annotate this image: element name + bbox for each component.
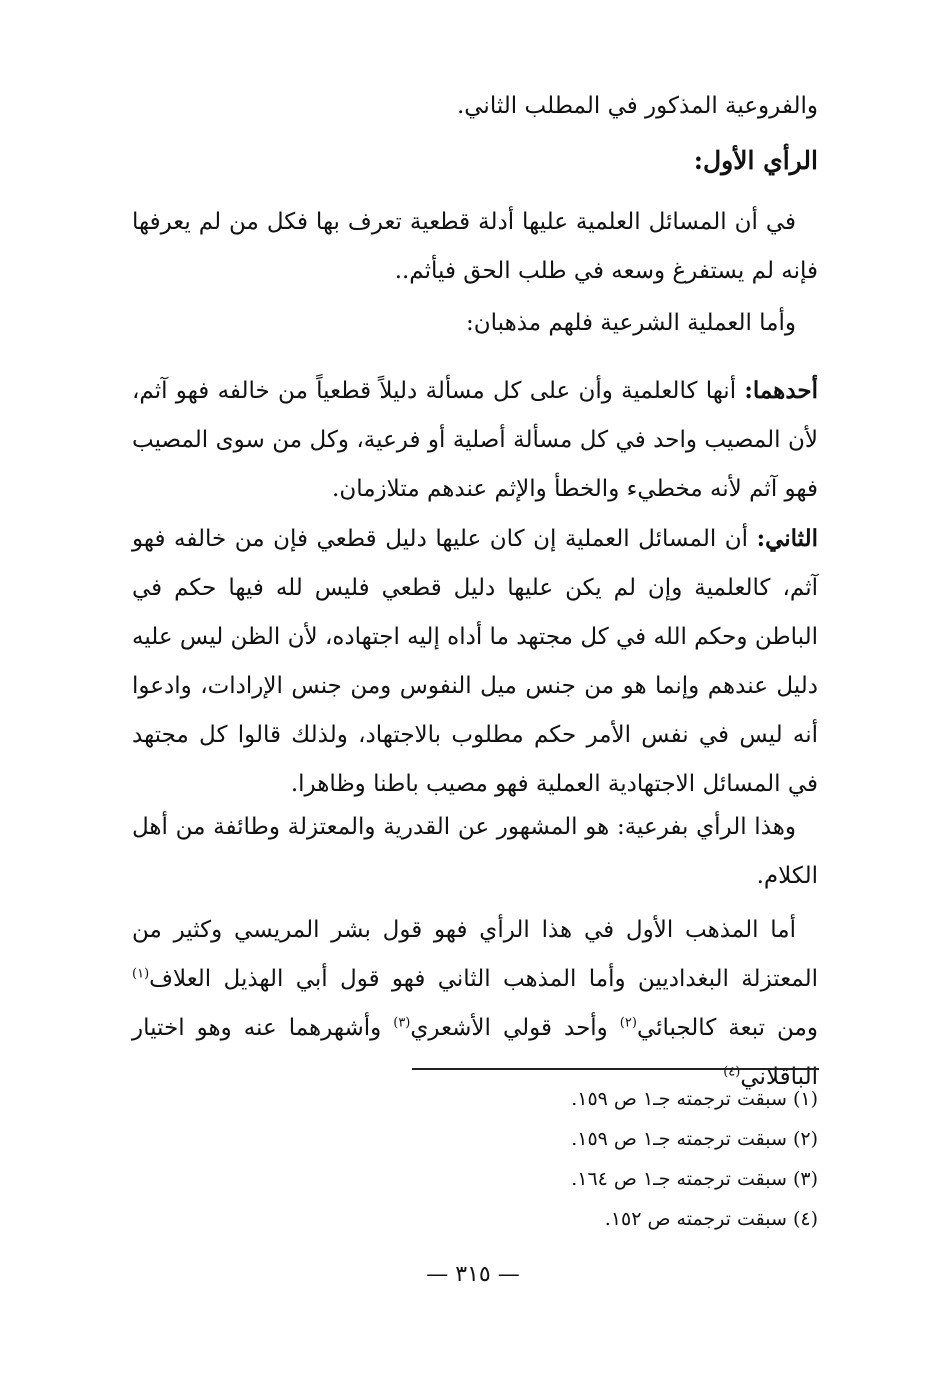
footnote-marker-2[interactable]: (٢) [619, 1015, 637, 1031]
footnote-marker-1[interactable]: (١) [132, 966, 150, 982]
footnote-3: (٣) سبقت ترجمته جـ١ ص ١٦٤. [571, 1168, 818, 1190]
footnote-divider [412, 1068, 819, 1070]
attribution-text-d: وأشهرهما عنه وهو اختيار الباقلاني [132, 1015, 818, 1090]
attribution-text-b: ومن تبعة كالجبائي [636, 1015, 818, 1041]
second-school-lead: الثاني: [756, 525, 819, 552]
page-number: — ٣١٥ — [426, 1262, 520, 1287]
paragraph-school-attribution [132, 906, 818, 1102]
second-school-text: أن المسائل العملية إن كان عليها دليل قطعي فإن من خالفه فهو آثم، كالعلمية وإن لم يكن عليها دليل قطعي فليس لله فيها حكم في الباطن وحكم الله في كل مجتهد ما أداه إليه اجتهاده، لأن الظن ليس عليه دليل عندهم وإنما هو من جنس ميل النفوس ومن جنس الإرادات، وادعوا أنه ليس في نفس الأمر حكم مطلوب بالاجتهاد، ولذلك قالوا كل مجتهد في المسائل الاجتهادية العملية فهو مصيب باطنا وظاهرا. [132, 526, 818, 797]
first-school-text: أنها كالعلمية وأن على كل مسألة دليلاً قطعياً من خالفه فهو آثم، لأن المصيب واحد في كل مسألة أصلية أو فرعية، وكل من سوى المصيب فهو آثم لأنه مخطيء والخطأ والإثم عندهم متلازمان. [132, 378, 818, 502]
paragraph-continuation: والفروعية المذكور في المطلب الثاني. [456, 93, 818, 119]
attribution-text-c: وأحد قولي الأشعري [410, 1015, 620, 1041]
footnote-2: (٢) سبقت ترجمته جـ١ ص ١٥٩. [571, 1128, 818, 1150]
paragraph-first-school [132, 366, 818, 514]
footnote-marker-4[interactable]: (٤) [723, 1064, 741, 1080]
attribution-text-a: أما المذهب الأول في هذا الرأي فهو قول بشر المريسي وكثير من المعتزلة البغداديين وأما المذهب الثاني فهو قول أبي الهذيل العلاف [132, 917, 818, 992]
section-heading: الرأي الأول: [693, 146, 818, 175]
footnote-4: (٤) سبقت ترجمته ص ١٥٢. [604, 1208, 818, 1230]
footnote-1: (١) سبقت ترجمته جـ١ ص ١٥٩. [571, 1088, 818, 1110]
first-school-lead: أحدهما: [744, 377, 818, 404]
paragraph-second-school [132, 514, 818, 809]
paragraph-first-view: في أن المسائل العلمية عليها أدلة قطعية تعرف بها فكل من لم يعرفها فإنه لم يستفرغ وسعه في طلب الحق فيأثم.. [132, 209, 818, 284]
paragraph-view-attribution: وهذا الرأي بفرعية: هو المشهور عن القدرية والمعتزلة وطائفة من أهل الكلام. [132, 814, 818, 889]
paragraph-practical-intro: وأما العملية الشرعية فلهم مذهبان: [466, 310, 796, 336]
footnote-marker-3[interactable]: (٣) [393, 1015, 411, 1031]
